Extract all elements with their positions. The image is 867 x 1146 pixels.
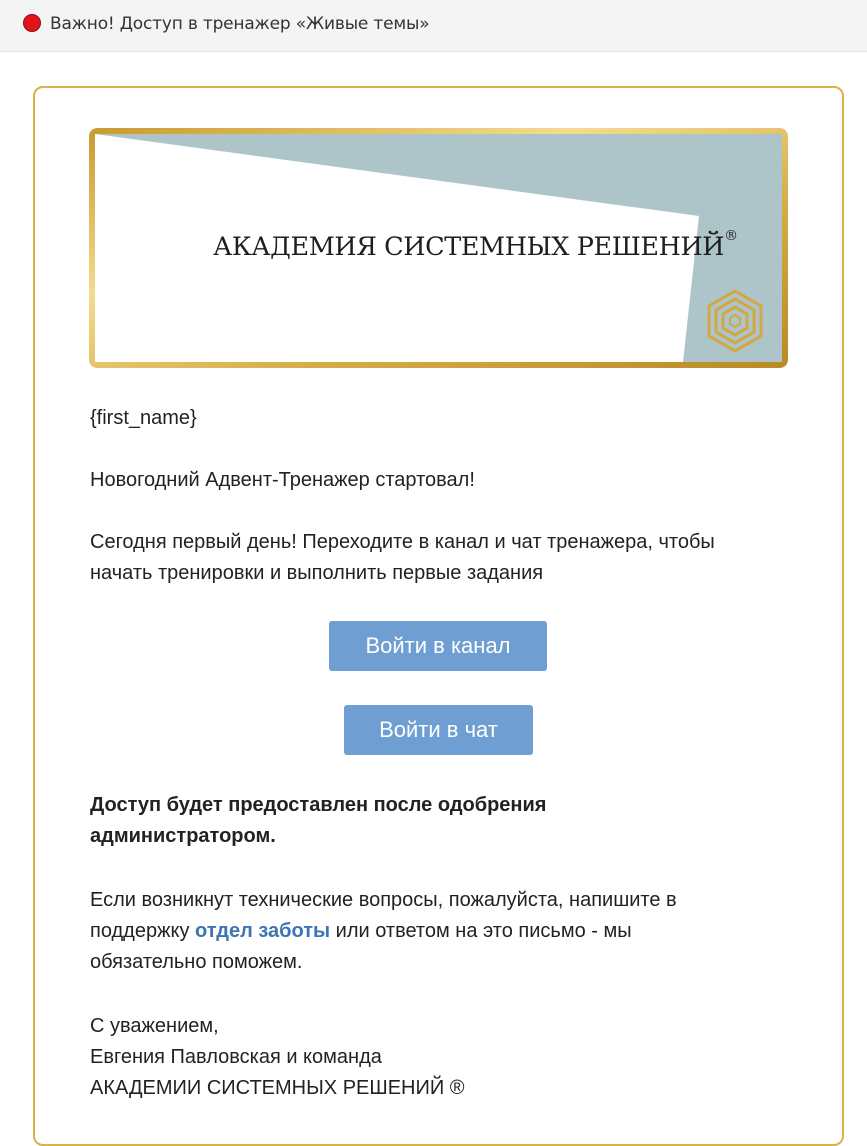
academy-logo-text: АКАДЕМИЯ СИСТЕМНЫХ РЕШЕНИЙ® xyxy=(213,227,738,262)
description-line-2: начать тренировки и выполнить первые задания xyxy=(90,562,544,584)
description-line-1: Сегодня первый день! Переходите в канал и чат тренажера, чтобы xyxy=(90,531,715,553)
subject-bar xyxy=(0,0,867,52)
email-subject: Важно! Доступ в тренажер «Живые темы» xyxy=(50,14,430,34)
header-banner xyxy=(89,128,788,368)
care-department-link[interactable]: отдел заботы xyxy=(195,920,331,942)
access-notice-line-2: администратором. xyxy=(90,825,276,847)
greeting: {first_name} xyxy=(90,407,197,429)
support-line-3: обязательно поможем. xyxy=(90,951,303,973)
support-line-1: Если возникнут технические вопросы, пожалуйста, напишите в xyxy=(90,889,677,911)
red-dot-icon xyxy=(23,14,41,32)
intro-line: Новогодний Адвент-Тренажер стартовал! xyxy=(90,469,475,491)
enter-chat-button[interactable]: Войти в чат xyxy=(344,705,533,755)
signature-line-2: Евгения Павловская и команда xyxy=(90,1046,382,1068)
enter-channel-button[interactable]: Войти в канал xyxy=(329,621,547,671)
support-text-pre: поддержку xyxy=(90,920,196,942)
signature-line-3: АКАДЕМИИ СИСТЕМНЫХ РЕШЕНИЙ ® xyxy=(90,1077,465,1099)
access-notice-line-1: Доступ будет предоставлен после одобрения xyxy=(90,794,547,816)
support-text-post: или ответом на это письмо - мы xyxy=(330,920,632,942)
signature-line-1: С уважением, xyxy=(90,1015,219,1037)
support-line-2 xyxy=(90,916,632,947)
